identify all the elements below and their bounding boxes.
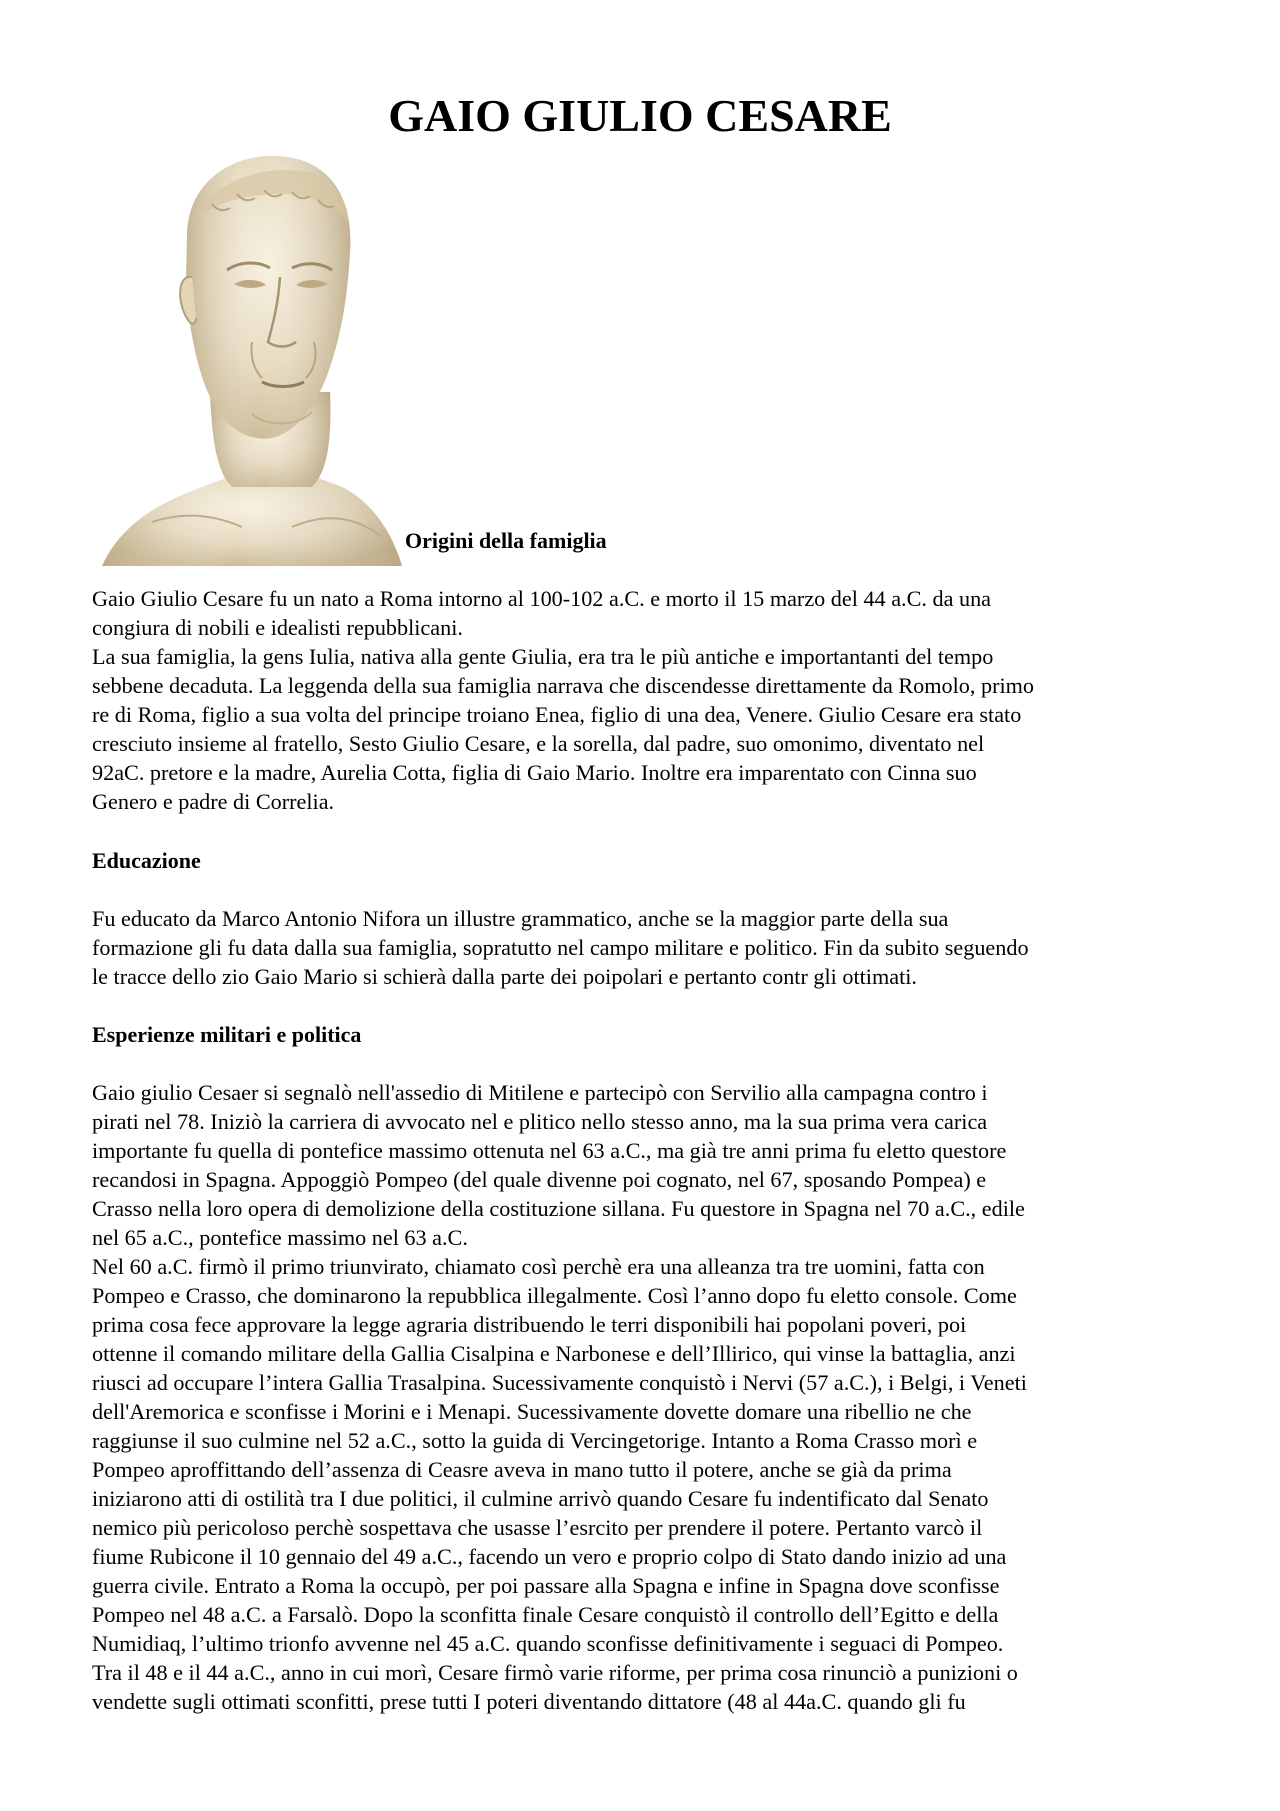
section-text-esperienze: Gaio giulio Cesaer si segnalò nell'assedio di Mitilene e partecipò con Servilio alla campagna contro i pirati nel 78. Iniziò la carriera di avvocato nel e plitico nello stesso anno, ma la sua prima vera carica importante fu quella di pontefice massimo ottenuta nel 63 a.C., ma già tre anni prima fu eletto questore recandosi in Spagna. Appoggiò Pompeo (del quale divenne poi cognato, nel 67, sposando Pompea) e Crasso nella loro opera di demolizione della costituzione sillana. Fu questore in Spagna nel 70 a.C., edile nel 65 a.C., pontefice massimo nel 63 a.C. Nel 60 a.C. firmò il primo triunvirato, chiamato così perchè era una alleanza tra tre uomini, fatta con Pompeo e Crasso, che dominarono la repubblica illegalmente. Così l’anno dopo fu eletto console. Come prima cosa fece approvare la legge agraria distribuendo le terri disponibili hai popolani poveri, poi ottenne il comando militare della Gallia Cisalpina e Narbonese e dell’Illirico, qui vinse la battaglia, anzi riusci ad occupare l’intera Gallia Trasalpina. Sucessivamente conquistò i Nervi (57 a.C.), i Belgi, i Veneti dell'Aremorica e sconfisse i Morini e i Menapi. Sucessivamente dovette domare una ribellio ne che raggiunse il suo culmine nel 52 a.C., sotto la guida di Vercingetorige. Intanto a Roma Crasso morì e Pompeo aproffittando dell’assenza di Ceasre aveva in mano tutto il potere, anche se già da prima iniziarono atti di ostilità tra I due politici, il culmine arrivò quando Cesare fu indentificato dal Senato nemico più pericoloso perchè sospettava che usasse l’esrcito per prendere il potere. Pertanto varcò il fiume Rubicone il 10 gennaio del 49 a.C., facendo un vero e proprio colpo di Stato dando inizio ad una guerra civile. Entrato a Roma la occupò, per poi passare alla Spagna e infine in Spagna dove sconfisse Pompeo nel 48 a.C. a Farsalò. Dopo la sconfitta finale Cesare conquistò il controllo dell’Egitto e della Numidiaq, l’ultimo trionfo avvenne nel 45 a.C. quando sconfisse definitivamente i seguaci di Pompeo. Tra il 48 e il 44 a.C., anno in cui morì, Cesare firmò varie riforme, per prima cosa rinunciò a punizioni o vendette sugli ottimati sconfitti, prese tutti I poteri diventando dittatore (48 al 44a.C. quando gli fu <box>92 1080 1027 1714</box>
caesar-bust-portrait <box>92 142 406 566</box>
section-text-origini: Gaio Giulio Cesare fu un nato a Roma intorno al 100-102 a.C. e morto il 15 marzo del 44 a.C. da una congiura di nobili e idealisti repubblicani. La sua famiglia, la gens Iulia, nativa alla gente Giulia, era tra le più antiche e importantanti del tempo sebbene decaduta. La leggenda della sua famiglia narrava che discendesse direttamente da Romolo, primo re di Roma, figlio a sua volta del principe troiano Enea, figlio di una dea, Venere. Giulio Cesare era stato cresciuto insieme al fratello, Sesto Giulio Cesare, e la sorella, dal padre, suo omonimo, diventato nel 92aC. pretore e la madre, Aurelia Cotta, figlia di Gaio Mario. Inoltre era imparentato con Cinna suo Genero e padre di Correlia. <box>92 586 1034 814</box>
section-heading-esperienze: Esperienze militari e politica <box>92 1022 362 1047</box>
section-heading-educazione: Educazione <box>92 848 201 873</box>
section-text-educazione: Fu educato da Marco Antonio Nifora un illustre grammatico, anche se la maggior parte della sua formazione gli fu data dalla sua famiglia, sopratutto nel campo militare e politico. Fin da subito seguendo le tracce dello zio Gaio Mario si schierà dalla parte dei poipolari e pertanto contr gli ottimati. <box>92 906 1029 989</box>
page-title: GAIO GIULIO CESARE <box>388 90 892 141</box>
section-heading-origini: Origini della famiglia <box>405 528 607 553</box>
